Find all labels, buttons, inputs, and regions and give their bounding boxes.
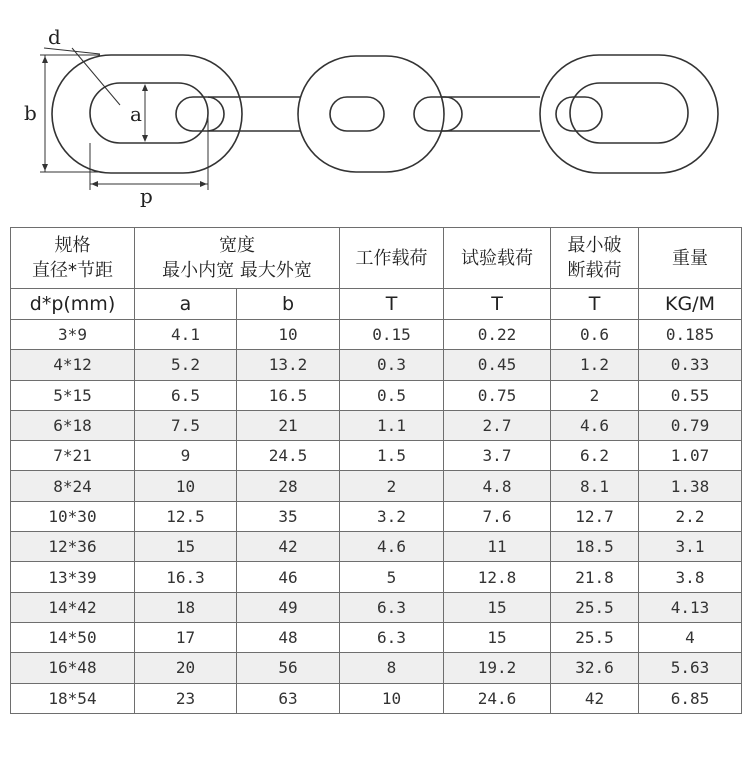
table-cell: 2	[551, 380, 639, 410]
table-cell: 1.5	[340, 441, 444, 471]
table-cell: 9	[135, 441, 237, 471]
table-row	[11, 320, 742, 350]
table-cell: 5*15	[11, 380, 135, 410]
header-width-title: 宽度	[219, 235, 255, 256]
table-cell: 18*54	[11, 683, 135, 713]
table-cell: 6.2	[551, 441, 639, 471]
header-spec-line2: 直径*节距	[32, 260, 113, 281]
header-spec-line1: 规格	[54, 235, 91, 256]
header-weight: 重量	[639, 228, 742, 289]
unit-cell: a	[135, 289, 237, 320]
table-cell: 2	[340, 471, 444, 501]
table-cell: 15	[135, 532, 237, 562]
table-cell: 0.6	[551, 320, 639, 350]
table-cell: 35	[237, 501, 340, 531]
table-cell: 3.7	[444, 441, 551, 471]
table-cell: 20	[135, 653, 237, 683]
dimension-b	[24, 55, 100, 172]
table-cell: 1.2	[551, 350, 639, 380]
dimension-a	[130, 84, 148, 142]
table-cell: 24.6	[444, 683, 551, 713]
table-cell: 25.5	[551, 622, 639, 652]
table-cell: 16.5	[237, 380, 340, 410]
header-row	[11, 228, 742, 289]
chain-diagram	[0, 0, 750, 222]
table-cell: 1.38	[639, 471, 742, 501]
table-cell: 18.5	[551, 532, 639, 562]
chain-link-2	[176, 97, 540, 131]
spec-table	[10, 227, 742, 714]
table-cell: 6.5	[135, 380, 237, 410]
header-width	[135, 228, 340, 289]
table-cell: 7.6	[444, 501, 551, 531]
table-cell: 56	[237, 653, 340, 683]
table-cell: 5.2	[135, 350, 237, 380]
table-cell: 12.5	[135, 501, 237, 531]
table-cell: 16*48	[11, 653, 135, 683]
table-cell: 7*21	[11, 441, 135, 471]
table-row	[11, 380, 742, 410]
table-cell: 10	[340, 683, 444, 713]
table-cell: 4	[639, 622, 742, 652]
table-cell: 10	[135, 471, 237, 501]
table-cell: 17	[135, 622, 237, 652]
table-cell: 8*24	[11, 471, 135, 501]
unit-row	[11, 289, 742, 320]
table-cell: 7.5	[135, 410, 237, 440]
table-cell: 18	[135, 592, 237, 622]
table-cell: 4.6	[340, 532, 444, 562]
table-cell: 3*9	[11, 320, 135, 350]
table-row	[11, 562, 742, 592]
table-cell: 28	[237, 471, 340, 501]
table-cell: 32.6	[551, 653, 639, 683]
header-min-break-line2: 断载荷	[567, 260, 622, 281]
dimension-p	[90, 115, 208, 208]
table-cell: 4.8	[444, 471, 551, 501]
label-b: b	[24, 101, 37, 125]
table-cell: 6.3	[340, 622, 444, 652]
table-cell: 48	[237, 622, 340, 652]
table-cell: 14*50	[11, 622, 135, 652]
table-cell: 0.55	[639, 380, 742, 410]
table-row	[11, 683, 742, 713]
table-row	[11, 501, 742, 531]
table-cell: 6.3	[340, 592, 444, 622]
table-cell: 2.2	[639, 501, 742, 531]
table-row	[11, 471, 742, 501]
table-cell: 15	[444, 592, 551, 622]
table-row	[11, 592, 742, 622]
header-spec	[11, 228, 135, 289]
header-work-load: 工作载荷	[340, 228, 444, 289]
table-cell: 24.5	[237, 441, 340, 471]
header-min-break	[551, 228, 639, 289]
table-cell: 6.85	[639, 683, 742, 713]
table-cell: 5.63	[639, 653, 742, 683]
label-d: d	[48, 25, 61, 49]
table-cell: 21.8	[551, 562, 639, 592]
unit-cell: T	[444, 289, 551, 320]
table-cell: 0.185	[639, 320, 742, 350]
table-cell: 0.79	[639, 410, 742, 440]
chain-link-4	[540, 55, 718, 173]
table-cell: 63	[237, 683, 340, 713]
table-cell: 23	[135, 683, 237, 713]
table-cell: 13.2	[237, 350, 340, 380]
table-cell: 12.7	[551, 501, 639, 531]
header-width-sub: 最小内宽 最大外宽	[162, 260, 312, 281]
table-row	[11, 350, 742, 380]
table-cell: 11	[444, 532, 551, 562]
table-cell: 19.2	[444, 653, 551, 683]
table-cell: 5	[340, 562, 444, 592]
table-cell: 1.07	[639, 441, 742, 471]
table-cell: 4.6	[551, 410, 639, 440]
table-cell: 0.15	[340, 320, 444, 350]
table-cell: 15	[444, 622, 551, 652]
table-cell: 3.1	[639, 532, 742, 562]
label-a: a	[130, 102, 142, 126]
table-cell: 16.3	[135, 562, 237, 592]
table-cell: 8	[340, 653, 444, 683]
table-cell: 3.2	[340, 501, 444, 531]
unit-cell: T	[551, 289, 639, 320]
table-row	[11, 622, 742, 652]
chain-link-1	[52, 55, 242, 173]
table-cell: 25.5	[551, 592, 639, 622]
table-cell: 0.45	[444, 350, 551, 380]
table-cell: 12*36	[11, 532, 135, 562]
table-row	[11, 653, 742, 683]
table-row	[11, 441, 742, 471]
table-cell: 1.1	[340, 410, 444, 440]
unit-cell: KG/M	[639, 289, 742, 320]
table-cell: 0.75	[444, 380, 551, 410]
table-cell: 46	[237, 562, 340, 592]
table-row	[11, 410, 742, 440]
table-cell: 2.7	[444, 410, 551, 440]
label-p: p	[140, 184, 153, 208]
table-cell: 0.5	[340, 380, 444, 410]
table-cell: 8.1	[551, 471, 639, 501]
table-cell: 12.8	[444, 562, 551, 592]
table-cell: 4.13	[639, 592, 742, 622]
header-test-load: 试验载荷	[444, 228, 551, 289]
table-cell: 21	[237, 410, 340, 440]
unit-cell: T	[340, 289, 444, 320]
table-cell: 10*30	[11, 501, 135, 531]
table-cell: 3.8	[639, 562, 742, 592]
table-cell: 6*18	[11, 410, 135, 440]
unit-cell: d*p(mm)	[11, 289, 135, 320]
table-cell: 10	[237, 320, 340, 350]
unit-cell: b	[237, 289, 340, 320]
table-cell: 4.1	[135, 320, 237, 350]
table-row	[11, 532, 742, 562]
table-cell: 0.22	[444, 320, 551, 350]
header-min-break-line1: 最小破	[567, 235, 622, 256]
chain-link-3	[298, 56, 462, 172]
table-cell: 13*39	[11, 562, 135, 592]
table-cell: 14*42	[11, 592, 135, 622]
table-cell: 4*12	[11, 350, 135, 380]
table-cell: 42	[551, 683, 639, 713]
table-cell: 42	[237, 532, 340, 562]
table-cell: 0.33	[639, 350, 742, 380]
table-cell: 49	[237, 592, 340, 622]
table-cell: 0.3	[340, 350, 444, 380]
